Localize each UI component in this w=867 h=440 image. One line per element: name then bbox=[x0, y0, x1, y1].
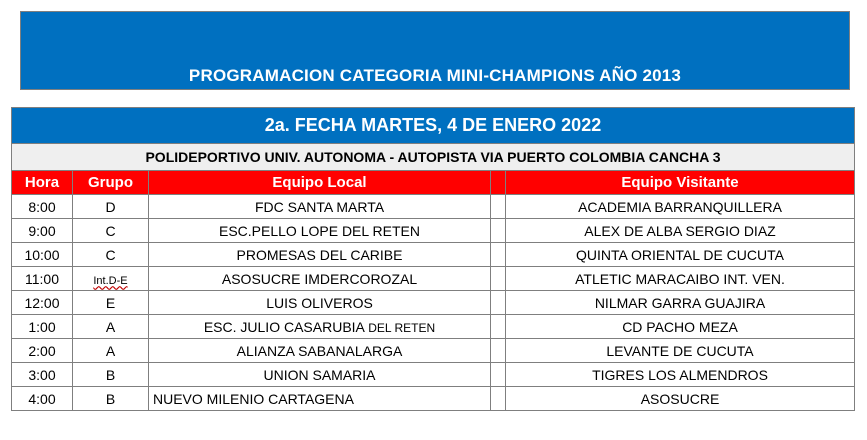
hora-cell: 2:00 bbox=[12, 339, 73, 363]
hora-cell: 8:00 bbox=[12, 195, 73, 219]
header-spacer bbox=[491, 171, 506, 195]
local-team-cell: ESC.PELLO LOPE DEL RETEN bbox=[149, 219, 491, 243]
spacer-cell bbox=[491, 387, 506, 411]
grupo-cell: C bbox=[73, 219, 149, 243]
spacer-cell bbox=[491, 363, 506, 387]
grupo-cell: B bbox=[73, 363, 149, 387]
hora-cell: 11:00 bbox=[12, 267, 73, 291]
spacer-cell bbox=[491, 267, 506, 291]
grupo-cell bbox=[73, 267, 149, 291]
visitor-team-cell: ATLETIC MARACAIBO INT. VEN. bbox=[506, 267, 855, 291]
local-team-name: ESC. JULIO CASARUBIA bbox=[203, 318, 365, 335]
local-team-cell: FDC SANTA MARTA bbox=[149, 195, 491, 219]
grupo-cell: A bbox=[73, 315, 149, 339]
header-row bbox=[12, 171, 855, 195]
hora-cell: 4:00 bbox=[12, 387, 73, 411]
fecha-row bbox=[12, 108, 855, 144]
local-team-cell: LUIS OLIVEROS bbox=[149, 291, 491, 315]
title-banner bbox=[20, 11, 850, 90]
visitor-team-cell: TIGRES LOS ALMENDROS bbox=[506, 363, 855, 387]
visitor-team-cell: NILMAR GARRA GUAJIRA bbox=[506, 291, 855, 315]
local-team-cell: PROMESAS DEL CARIBE bbox=[149, 243, 491, 267]
table-row bbox=[12, 291, 855, 315]
grupo-cell: D bbox=[73, 195, 149, 219]
local-team-cell: ASOSUCRE IMDERCOROZAL bbox=[149, 267, 491, 291]
header-local: Equipo Local bbox=[149, 171, 491, 195]
table-row bbox=[12, 219, 855, 243]
grupo-cell: C bbox=[73, 243, 149, 267]
grupo-cell: A bbox=[73, 339, 149, 363]
local-team-cell: NUEVO MILENIO CARTAGENA bbox=[149, 387, 491, 411]
header-grupo: Grupo bbox=[73, 171, 149, 195]
local-team-cell bbox=[149, 315, 491, 339]
spacer-cell bbox=[491, 339, 506, 363]
header-visitante: Equipo Visitante bbox=[506, 171, 855, 195]
table-row bbox=[12, 339, 855, 363]
spacer-cell bbox=[491, 243, 506, 267]
grupo-cell: B bbox=[73, 387, 149, 411]
spacer-cell bbox=[491, 315, 506, 339]
visitor-team-cell: CD PACHO MEZA bbox=[506, 315, 855, 339]
hora-cell: 12:00 bbox=[12, 291, 73, 315]
local-team-cell: ALIANZA SABANALARGA bbox=[149, 339, 491, 363]
visitor-team-cell: QUINTA ORIENTAL DE CUCUTA bbox=[506, 243, 855, 267]
header-hora: Hora bbox=[12, 171, 73, 195]
hora-cell: 1:00 bbox=[12, 315, 73, 339]
hora-cell: 10:00 bbox=[12, 243, 73, 267]
hora-cell: 9:00 bbox=[12, 219, 73, 243]
table-row bbox=[12, 363, 855, 387]
spacer-cell bbox=[491, 291, 506, 315]
schedule-table bbox=[11, 107, 855, 411]
table-row bbox=[12, 315, 855, 339]
page-title: PROGRAMACION CATEGORIA MINI-CHAMPIONS AÑO 2013 bbox=[188, 66, 682, 85]
grupo-label: Int.D-E bbox=[93, 274, 128, 287]
visitor-team-cell: ALEX DE ALBA SERGIO DIAZ bbox=[506, 219, 855, 243]
venue-row bbox=[12, 144, 855, 171]
table-row bbox=[12, 267, 855, 291]
visitor-team-cell: ACADEMIA BARRANQUILLERA bbox=[506, 195, 855, 219]
hora-cell: 3:00 bbox=[12, 363, 73, 387]
visitor-team-cell: ASOSUCRE bbox=[506, 387, 855, 411]
spacer-cell bbox=[491, 219, 506, 243]
venue-title: POLIDEPORTIVO UNIV. AUTONOMA - AUTOPISTA VIA PUERTO COLOMBIA CANCHA 3 bbox=[12, 144, 855, 171]
grupo-cell: E bbox=[73, 291, 149, 315]
fecha-title: 2a. FECHA MARTES, 4 DE ENERO 2022 bbox=[12, 108, 855, 144]
visitor-team-cell: LEVANTE DE CUCUTA bbox=[506, 339, 855, 363]
local-team-suffix: DEL RETEN bbox=[364, 320, 436, 335]
table-row bbox=[12, 243, 855, 267]
local-team-cell: UNION SAMARIA bbox=[149, 363, 491, 387]
spacer-cell bbox=[491, 195, 506, 219]
table-row bbox=[12, 387, 855, 411]
table-row bbox=[12, 195, 855, 219]
